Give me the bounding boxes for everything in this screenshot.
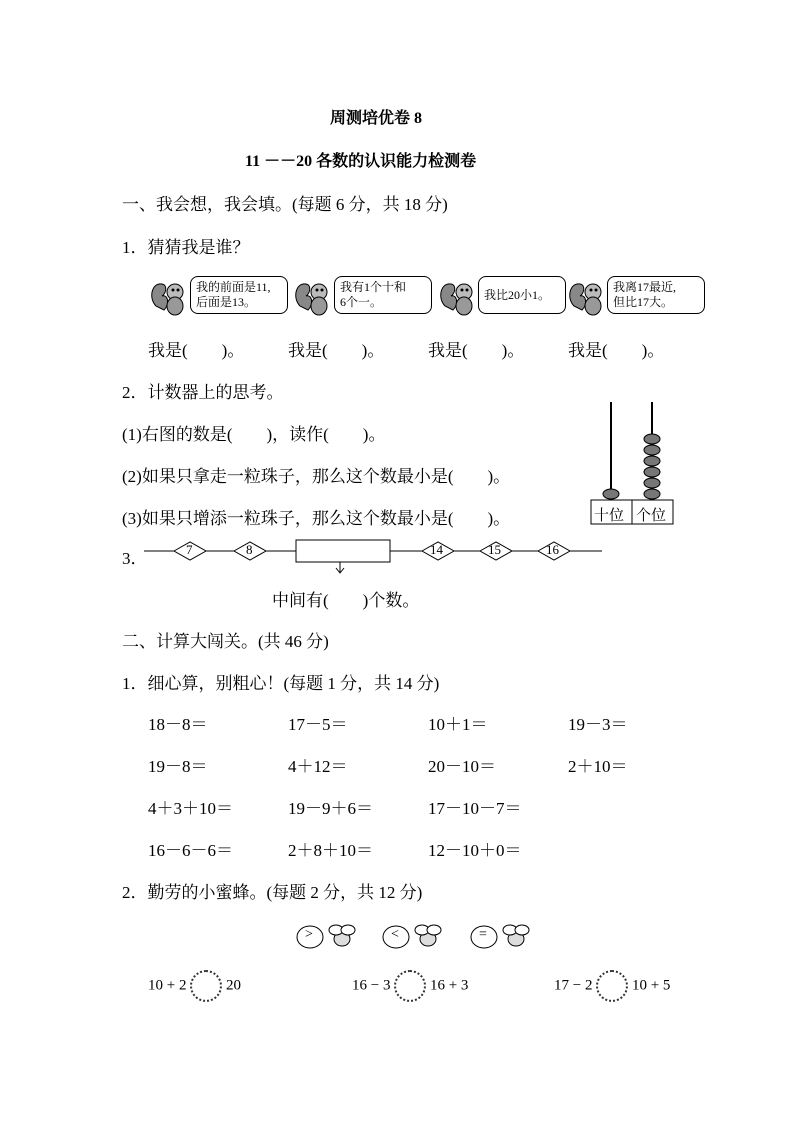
ones-label: 个位 [636, 508, 667, 524]
calc-item: 20－10＝ [428, 757, 496, 776]
answer-blank-2: 我是( )。 [288, 341, 385, 360]
bubble-line: 但比17大。 [613, 295, 674, 309]
comparison-left: 16 − 3 [352, 977, 391, 994]
section1-heading: 一、我会想，我会填。(每题 6 分，共 18 分) [122, 195, 448, 214]
q2-item-3: (3)如果只增添一粒珠子，那么这个数最小是( )。 [122, 509, 511, 528]
q2-item-1: (1)右图的数是( )，读作( )。 [122, 425, 386, 444]
q3-answer: 中间有( )个数。 [272, 591, 420, 610]
comparison-right: 20 [225, 977, 241, 994]
symbol-text: = [479, 927, 487, 942]
bubble-line: 我有1个十和 [340, 280, 407, 294]
section2-heading: 二、计算大闯关。(共 46 分) [122, 632, 329, 651]
speech-bubble-1 [190, 276, 288, 314]
calc-item: 19－8＝ [148, 757, 208, 776]
calc-item: 19－3＝ [568, 715, 628, 734]
bubble-line: 我比20小1。 [484, 288, 551, 302]
squirrel-icon [292, 276, 334, 318]
bee-label: 2．勤劳的小蜜蜂。(每题 2 分，共 12 分) [122, 883, 423, 902]
page-title: 周测培优卷 8 [330, 110, 423, 127]
comparison-2 [352, 970, 468, 1002]
bee-symbol-lt [382, 922, 446, 957]
comparison-circle[interactable] [394, 970, 426, 1002]
ones-bead [644, 445, 660, 455]
seq-num-16: 16 [546, 542, 559, 557]
bubble-line: 后面是13。 [196, 295, 257, 309]
speech-bubble-3 [478, 276, 566, 314]
calc-item: 10＋1＝ [428, 715, 488, 734]
comparison-left: 10 + 2 [148, 977, 187, 994]
calc-label: 1．细心算，别粗心！(每题 1 分，共 14 分) [122, 674, 440, 693]
bubble-line: 我的前面是11, [196, 280, 271, 294]
comparison-1 [148, 970, 241, 1002]
bee-symbol-gt [296, 922, 360, 957]
tens-label: 十位 [594, 508, 625, 524]
q1-label: 1．猜猜我是谁？ [122, 238, 250, 257]
tens-bead [603, 489, 619, 499]
seq-num-8: 8 [246, 542, 253, 557]
bee-symbol-eq [470, 922, 534, 957]
page-subtitle: 11 －－20 各数的认识能力检测卷 [245, 153, 477, 170]
squirrel-icon [437, 276, 479, 318]
seq-num-14: 14 [430, 542, 443, 557]
calc-item: 2＋8＋10＝ [288, 841, 373, 860]
number-sequence [140, 536, 610, 578]
ones-bead [644, 478, 660, 488]
comparison-3 [554, 970, 670, 1002]
calc-item: 17－5＝ [288, 715, 348, 734]
bubble-line: 我离17最近, [613, 280, 677, 294]
seq-num-7: 7 [186, 542, 193, 557]
symbol-text: > [305, 927, 313, 942]
speech-bubble-4 [607, 276, 705, 314]
q3-label: 3． [122, 549, 148, 568]
calc-item: 12－10＋0＝ [428, 841, 522, 860]
squirrel-icon [566, 276, 608, 318]
ones-bead [644, 467, 660, 477]
comparison-left: 17 − 2 [554, 977, 593, 994]
answer-blank-1: 我是( )。 [148, 341, 245, 360]
bubble-line: 6个一。 [340, 295, 383, 309]
calc-item: 4＋3＋10＝ [148, 799, 233, 818]
calc-item: 16－6－6＝ [148, 841, 233, 860]
calc-item: 19－9＋6＝ [288, 799, 373, 818]
calc-item: 4＋12＝ [288, 757, 348, 776]
squirrel-icon [148, 276, 190, 318]
calc-item: 18－8＝ [148, 715, 208, 734]
ones-bead [644, 489, 660, 499]
q2-item-2: (2)如果只拿走一粒珠子，那么这个数最小是( )。 [122, 467, 511, 486]
calc-item: 2＋10＝ [568, 757, 628, 776]
calc-item: 17－10－7＝ [428, 799, 522, 818]
comparison-circle[interactable] [190, 970, 222, 1002]
answer-blank-3: 我是( )。 [428, 341, 525, 360]
q2-label: 2．计数器上的思考。 [122, 383, 284, 402]
comparison-right: 16 + 3 [429, 977, 469, 994]
ones-bead [644, 456, 660, 466]
comparison-right: 10 + 5 [631, 977, 671, 994]
seq-num-15: 15 [488, 542, 501, 557]
ones-bead [644, 434, 660, 444]
answer-blank-4: 我是( )。 [568, 341, 665, 360]
symbol-text: < [391, 927, 399, 942]
comparison-circle[interactable] [596, 970, 628, 1002]
speech-bubble-2 [334, 276, 432, 314]
